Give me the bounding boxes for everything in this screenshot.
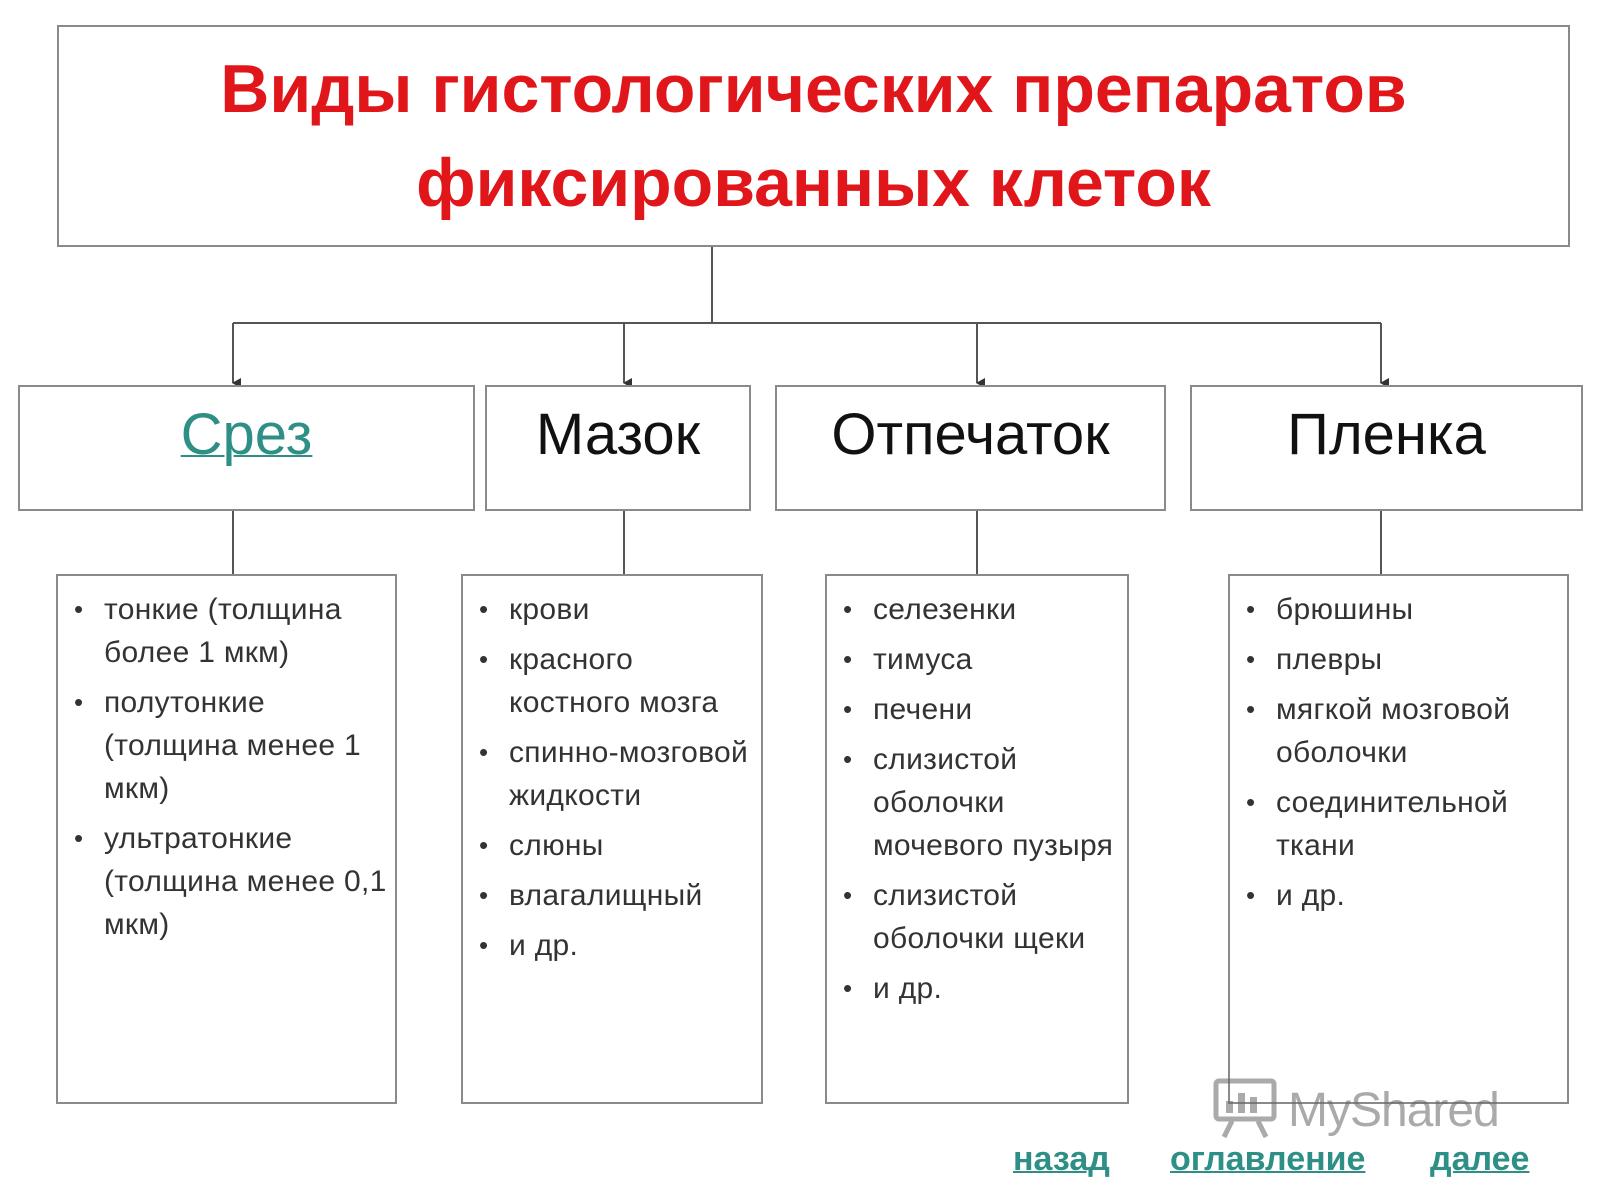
list-item: • мягкой мозговой оболочки [1230,688,1559,774]
list-item: • спинно-мозговой жидкости [463,731,753,817]
list-srez [56,574,397,1104]
category-otpechatok [775,385,1166,511]
list-item: • соединительной ткани [1230,781,1559,867]
list-item: • слизистой оболочки мочевого пузыря [827,738,1119,867]
list-item: • и др. [463,924,753,967]
list-otpechatok [825,574,1129,1104]
list-item: • тимуса [827,638,1119,681]
diagram-title [220,42,1406,230]
list-item: • влагалищный [463,874,753,917]
category-otpechatok-label: Отпечаток [831,402,1110,467]
watermark-text: MyShared [1288,1083,1499,1137]
list-item: • печени [827,688,1119,731]
category-srez[interactable] [18,385,475,511]
list-item: • крови [463,588,753,631]
title-line-2: фиксированных клеток [416,145,1211,221]
list-item: • красного костного мозга [463,638,753,724]
nav-back-link[interactable]: назад [1013,1140,1110,1178]
list-item: • брюшины [1230,588,1559,631]
list-item: • тонкие (толщина более 1 мкм) [58,588,387,674]
title-line-1: Виды гистологических препаратов [220,51,1407,127]
list-mazok [461,574,763,1104]
list-item: • полутонкие (толщина менее 1 мкм) [58,681,387,810]
category-plenka-label: Пленка [1287,402,1486,467]
list-item: • слизистой оболочки щеки [827,874,1119,960]
presentation-board-icon [1212,1077,1278,1144]
list-item: • и др. [827,967,1119,1010]
list-item: • плевры [1230,638,1559,681]
list-plenka [1228,574,1569,1104]
list-item: • селезенки [827,588,1119,631]
watermark [1212,1075,1552,1145]
list-item: • и др. [1230,874,1559,917]
list-item: • слюны [463,824,753,867]
category-mazok [485,385,751,511]
category-srez-link[interactable]: Срез [180,402,313,467]
title-box [57,25,1570,247]
nav-next-link[interactable]: далее [1430,1140,1530,1178]
category-plenka [1190,385,1583,511]
category-mazok-label: Мазок [535,402,701,467]
nav-contents-link[interactable]: оглавление [1170,1140,1366,1178]
list-item: • ультратонкие (толщина менее 0,1 мкм) [58,817,387,946]
